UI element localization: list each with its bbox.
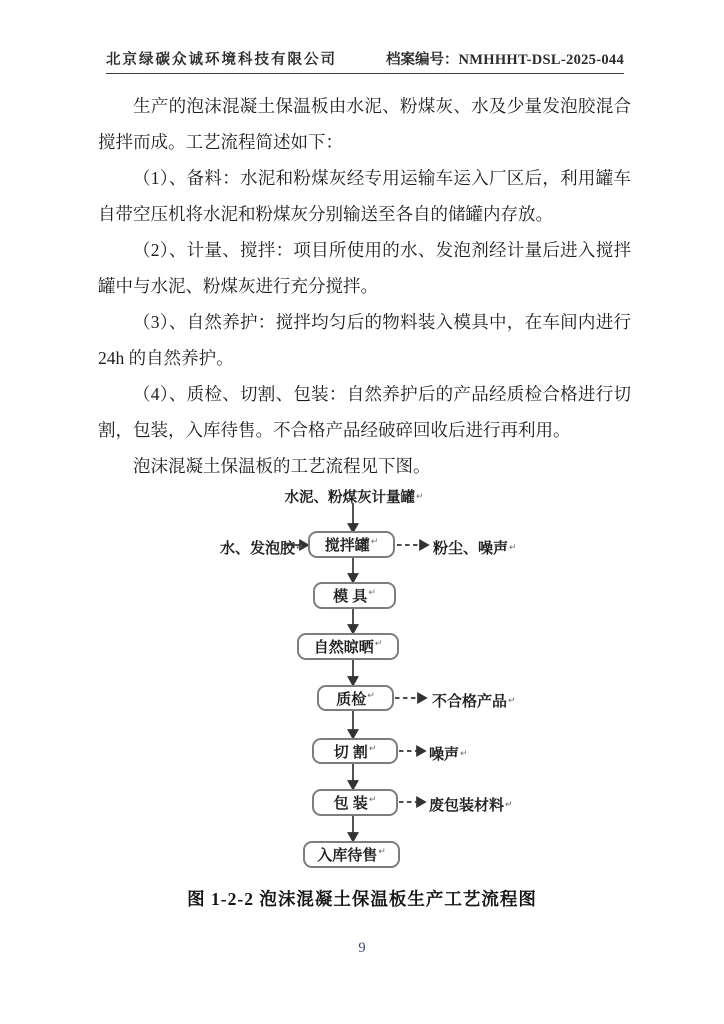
flow-emission-rejects: 不合格产品↵ xyxy=(432,693,516,710)
paragraph-intro: 生产的泡沫混凝土保温板由水泥、粉煤灰、水及少量发泡胶混合搅拌而成。工艺流程简述如下： xyxy=(98,96,631,152)
paragraph-outro: 泡沫混凝土保温板的工艺流程见下图。 xyxy=(133,456,431,476)
return-mark: ↵ xyxy=(374,638,383,648)
archive-number xyxy=(386,48,624,69)
archive-label: 档案编号： xyxy=(386,52,459,68)
flow-node-mold: 模 具 ↵ xyxy=(313,582,396,609)
flow-emission-dust-noise: 粉尘、噪声↵ xyxy=(433,540,517,557)
process-flowchart xyxy=(0,478,724,882)
flow-emission-packaging-waste: 废包装材料↵ xyxy=(429,797,513,814)
paragraph-step4: （4）、质检、切割、包装：自然养护后的产品经质检合格进行切割，包装，入库待售。不合格产品经破碎回收后进行再利用。 xyxy=(98,384,631,440)
flow-node-warehouse: 入库待售 ↵ xyxy=(303,841,400,868)
return-mark: ↵ xyxy=(460,748,468,758)
return-mark: ↵ xyxy=(367,689,375,700)
body-text xyxy=(98,88,631,484)
return-mark: ↵ xyxy=(415,491,424,501)
paragraph-step2: （2）、计量、搅拌：项目所使用的水、发泡剂经计量后进入搅拌罐中与水泥、粉煤灰进行充分搅拌。 xyxy=(98,240,631,296)
paragraph-step3: （3）、自然养护：搅拌均匀后的物料装入模具中，在车间内进行 24h 的自然养护。 xyxy=(98,312,631,368)
flow-node-quality-check: 质检 ↵ xyxy=(317,685,394,711)
flow-node-packaging: 包 装 ↵ xyxy=(312,789,398,816)
flow-emission-noise: 噪声↵ xyxy=(429,746,468,763)
flow-node-cutting: 切 割 ↵ xyxy=(312,738,398,764)
flow-input-label: 水、发泡胶↵ xyxy=(220,540,304,557)
return-mark: ↵ xyxy=(368,794,377,804)
paragraph-step1: （1）、备料：水泥和粉煤灰经专用运输车运入厂区后，利用罐车自带空压机将水泥和粉煤灰分别输送至各自的储罐内存放。 xyxy=(98,168,631,224)
return-mark: ↵ xyxy=(370,536,379,546)
return-mark: ↵ xyxy=(368,587,376,597)
flow-node-natural-drying: 自然晾晒 ↵ xyxy=(297,633,399,660)
flow-source-label: 水泥、粉煤灰计量罐↵ xyxy=(284,490,424,506)
page-number: 9 xyxy=(358,940,366,956)
flow-node-mixing-tank: 搅拌罐 ↵ xyxy=(308,531,395,558)
return-mark: ↵ xyxy=(368,742,377,753)
return-mark: ↵ xyxy=(296,542,304,552)
page-header xyxy=(106,48,624,74)
return-mark: ↵ xyxy=(508,695,516,705)
return-mark: ↵ xyxy=(509,542,517,552)
return-mark: ↵ xyxy=(505,799,513,809)
company-name: 北京绿碳众诚环境科技有限公司 xyxy=(106,52,337,68)
figure-caption: 图 1-2-2 泡沫混凝土保温板生产工艺流程图 xyxy=(187,889,537,909)
return-mark: ↵ xyxy=(378,846,386,856)
archive-number-value: NMHHHT-DSL-2025-044 xyxy=(458,52,624,68)
